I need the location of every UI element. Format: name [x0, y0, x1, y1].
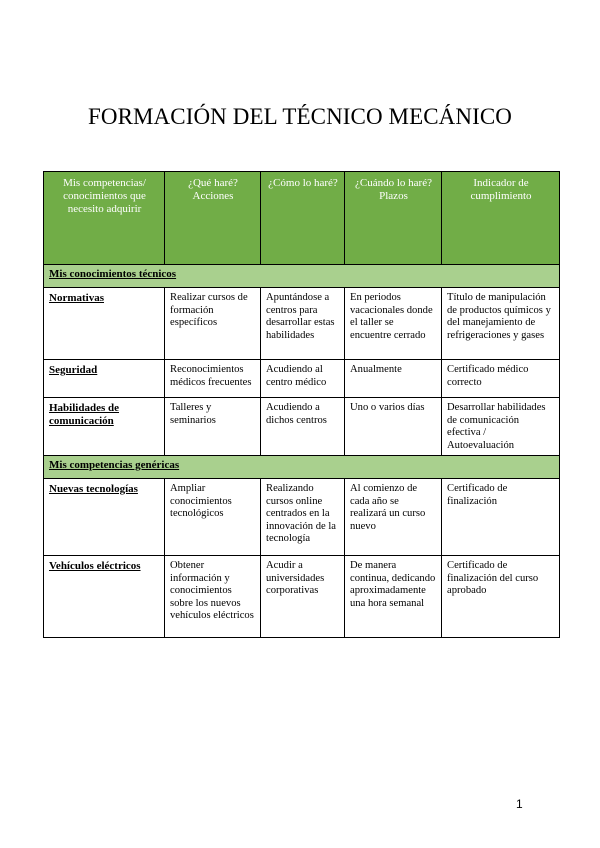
- row-how: Realizando cursos online centrados en la innovación de la tecnología: [261, 479, 345, 556]
- row-action: Ampliar conocimientos tecnológicos: [165, 479, 261, 556]
- section-label: Mis conocimientos técnicos: [44, 265, 560, 288]
- table-header-row: [44, 172, 560, 265]
- page-title: FORMACIÓN DEL TÉCNICO MECÁNICO: [87, 104, 513, 129]
- row-when: Anualmente: [345, 360, 442, 398]
- section-row: [44, 265, 560, 288]
- row-competency: Vehículos eléctricos: [44, 556, 165, 638]
- row-competency: Normativas: [44, 288, 165, 360]
- row-competency: Nuevas tecnologías: [44, 479, 165, 556]
- row-indicator: Certificado de finalización: [442, 479, 560, 556]
- row-when: De manera continua, dedicando aproximadamente una hora semanal: [345, 556, 442, 638]
- row-action: Obtener información y conocimientos sobre los nuevos vehículos eléctricos: [165, 556, 261, 638]
- table-row: [44, 288, 560, 360]
- table-row: [44, 479, 560, 556]
- row-when: Al comienzo de cada año se realizará un curso nuevo: [345, 479, 442, 556]
- header-indicator: Indicador de cumplimiento: [442, 172, 560, 265]
- row-action: Talleres y seminarios: [165, 398, 261, 456]
- header-actions: ¿Qué haré? Acciones: [165, 172, 261, 265]
- row-action: Realizar cursos de formación específicos: [165, 288, 261, 360]
- row-how: Apuntándose a centros para desarrollar estas habilidades: [261, 288, 345, 360]
- row-action: Reconocimientos médicos frecuentes: [165, 360, 261, 398]
- page-number: 1: [516, 797, 523, 811]
- row-competency: Habilidades de comunicación: [44, 398, 165, 456]
- section-row: [44, 456, 560, 479]
- header-how: ¿Cómo lo haré?: [261, 172, 345, 265]
- table-row: [44, 398, 560, 456]
- row-how: Acudiendo a dichos centros: [261, 398, 345, 456]
- row-indicator: Desarrollar habilidades de comunicación efectiva / Autoevaluación: [442, 398, 560, 456]
- training-plan-table: [43, 171, 560, 638]
- row-when: En periodos vacacionales donde el taller se encuentre cerrado: [345, 288, 442, 360]
- table-row: [44, 360, 560, 398]
- table-row: [44, 556, 560, 638]
- header-when: ¿Cuándo lo haré? Plazos: [345, 172, 442, 265]
- row-how: Acudir a universidades corporativas: [261, 556, 345, 638]
- header-competencies: Mis competencias/ conocimientos que necesito adquirir: [44, 172, 165, 265]
- section-label: Mis competencias genéricas: [44, 456, 560, 479]
- row-when: Uno o varios días: [345, 398, 442, 456]
- row-indicator: Certificado de finalización del curso aprobado: [442, 556, 560, 638]
- row-indicator: Certificado médico correcto: [442, 360, 560, 398]
- row-indicator: Título de manipulación de productos químicos y del manejamiento de refrigeraciones y gases: [442, 288, 560, 360]
- row-how: Acudiendo al centro médico: [261, 360, 345, 398]
- row-competency: Seguridad: [44, 360, 165, 398]
